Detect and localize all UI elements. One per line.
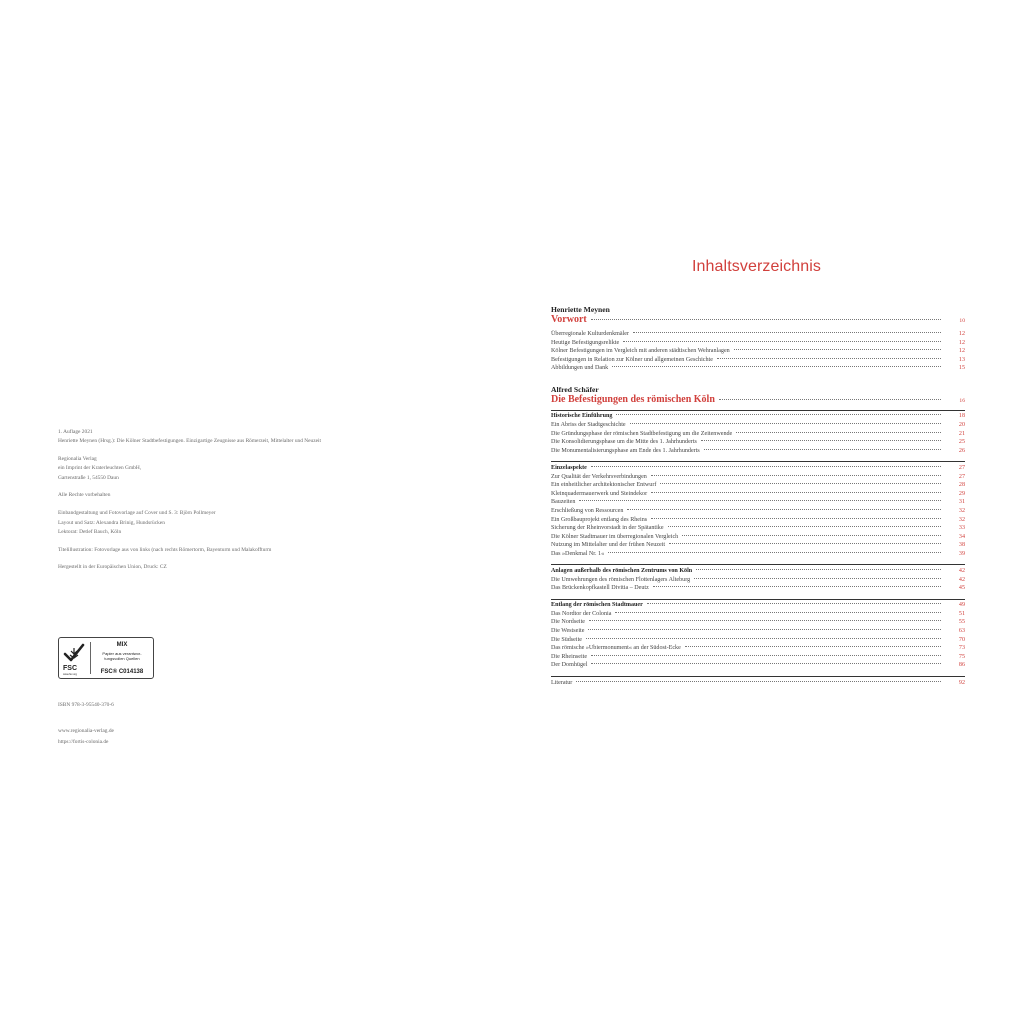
leader-dots	[701, 440, 941, 441]
imprint-line: Einbandgestaltung und Fotovorlage auf Cover und S. 3: Björn Pollmeyer	[58, 510, 216, 517]
toc-page-number: 12	[958, 331, 965, 337]
toc-page-number: 42	[958, 567, 965, 574]
toc-entry[interactable]	[551, 421, 965, 430]
imprint-line: Regionalia Verlag	[58, 456, 97, 463]
toc-entry-title: Kölner Befestigungen im Vergleich mit anderen städtischen Wehranlagen	[551, 348, 730, 355]
toc-page-number: 39	[958, 550, 965, 557]
toc-entry[interactable]	[551, 330, 965, 339]
toc-entry[interactable]	[551, 550, 965, 559]
toc-entry-title: Abbildungen und Dank	[551, 365, 609, 372]
chapter-entry[interactable]	[551, 394, 965, 405]
toc-entry[interactable]	[551, 481, 965, 490]
leader-dots	[668, 526, 941, 527]
leader-dots	[704, 449, 941, 450]
toc-entry-title: Historische Einführung	[551, 413, 613, 420]
imprint-gap	[58, 537, 398, 546]
imprint	[58, 428, 398, 573]
leader-dots	[651, 492, 941, 493]
toc-entry-title: Die Monumentalisierungsphase am Ende des 1. Jahrhunderts	[551, 447, 700, 454]
toc-title: Inhaltsverzeichnis	[692, 258, 821, 275]
leader-dots	[651, 518, 941, 519]
toc-entry[interactable]	[551, 347, 965, 356]
leader-dots	[591, 319, 941, 320]
toc-entry-title: Die Kölner Stadtmauer im überregionalen Vergleich	[551, 533, 679, 540]
toc-entry-title: Die Rheinseite	[551, 653, 588, 660]
leader-dots	[669, 543, 941, 544]
group-rule	[551, 461, 965, 462]
toc-entry-title: Das römische »Ubiermonument« an der Südost-Ecke	[551, 645, 681, 652]
group-rule	[551, 564, 965, 565]
leader-dots	[647, 603, 941, 604]
toc-page-number: 25	[958, 439, 965, 446]
print-origin: Hergestellt in der Europäischen Union, Druck: CZ	[58, 564, 167, 571]
rights-notice: Alle Rechte vorbehalten	[58, 492, 111, 499]
toc-entry-title: Literatur	[551, 679, 573, 686]
toc-entry-title: Zur Qualität der Verkehrsverbindungen	[551, 473, 647, 480]
leader-dots	[591, 663, 941, 664]
toc-entry[interactable]	[551, 576, 965, 585]
group-heading[interactable]	[551, 567, 965, 576]
toc-entry-title: Die Gründungsphase der römischen Stadtbefestigung um die Zeitenwende	[551, 430, 733, 437]
fsc-label	[58, 637, 154, 679]
publisher-url[interactable]: www.regionalia-verlag.de	[58, 728, 114, 734]
leader-dots	[736, 432, 941, 433]
leader-dots	[591, 466, 941, 467]
toc-entry[interactable]	[551, 516, 965, 525]
leader-dots	[651, 475, 941, 476]
toc-page-number: 16	[959, 397, 965, 404]
toc-entry-title: Anlagen außerhalb des römischen Zentrums von Köln	[551, 567, 693, 574]
leader-dots	[633, 332, 941, 333]
leader-dots	[586, 638, 941, 639]
group-heading[interactable]	[551, 601, 965, 610]
toc-entry[interactable]	[551, 541, 965, 550]
toc-entry-title: Die Umwehrungen des römischen Flottenlagers Alteburg	[551, 576, 691, 583]
leader-dots	[589, 620, 941, 621]
toc-page-number: 73	[958, 645, 965, 652]
toc-page-number: 10	[959, 318, 965, 324]
toc-entry-title: Erschließung von Ressourcen	[551, 507, 624, 514]
toc-entry-title: Die Westseite	[551, 628, 585, 635]
cover-credit: Titelillustration: Fotovorlage aus von links (nach rechts Römertorm, Bayenturm und Malakoffturm	[58, 546, 272, 553]
toc-entry-title: Kleinquadermauerwerk und Steindekor	[551, 490, 648, 497]
fsc-code: FSC® C014138	[100, 669, 144, 675]
toc-entry[interactable]	[551, 618, 965, 627]
leader-dots	[696, 569, 941, 570]
toc-entry-title: Überregionale Kulturdenkmäler	[551, 331, 630, 337]
leader-dots	[630, 423, 941, 424]
toc-entry-title: Das Brückenkopfkastell Divitia – Deutz	[551, 585, 649, 592]
leader-dots	[608, 552, 941, 553]
toc-entry[interactable]	[551, 524, 965, 533]
fsc-description: Papier aus verantwor- tungsvollen Quellen	[102, 651, 142, 661]
leader-dots	[591, 655, 941, 656]
toc-page-number: 32	[958, 516, 965, 523]
toc-entry-title: Das »Denkmal Nr. 1«	[551, 550, 605, 557]
imprint-gap	[58, 483, 398, 492]
table-of-contents	[551, 305, 965, 687]
chapter-entry[interactable]	[551, 314, 965, 325]
toc-entry-literature[interactable]	[551, 679, 965, 688]
section-author: Alfred Schäfer	[551, 384, 599, 394]
toc-page-number: 86	[958, 662, 965, 669]
toc-page-number: 12	[958, 339, 965, 346]
toc-entry[interactable]	[551, 507, 965, 516]
group-rule	[551, 599, 965, 600]
leader-dots	[623, 341, 941, 342]
imprint-line: Lektorat: Detlef Bauch, Köln	[58, 528, 122, 535]
toc-entry[interactable]	[551, 339, 965, 348]
leader-dots	[615, 612, 941, 613]
leader-dots	[694, 578, 941, 579]
toc-entry[interactable]	[551, 430, 965, 439]
toc-page-number: 21	[958, 430, 965, 437]
leader-dots	[734, 349, 941, 350]
group-rule	[551, 676, 965, 677]
toc-page-number: 45	[958, 585, 965, 592]
toc-entry-title: Sicherung der Rheinvorstadt in der Spätantike	[551, 525, 664, 532]
imprint-line: ein Imprint der Kraterleuchten GmbH,	[58, 465, 142, 472]
group-heading[interactable]	[551, 412, 965, 421]
section-gap	[551, 373, 965, 385]
toc-page-number: 26	[958, 447, 965, 454]
isbn: ISBN 978-3-95540-370-6	[58, 702, 114, 708]
toc-entry-title: Ein Abriss der Stadtgeschichte	[551, 422, 626, 429]
toc-entry-title: Der Domhügel	[551, 662, 588, 669]
toc-page-number: 49	[958, 602, 965, 609]
toc-page-number: 27	[958, 473, 965, 480]
leader-dots	[660, 483, 941, 484]
toc-entry-title: Einzelaspekte	[551, 464, 587, 471]
toc-page-number: 92	[958, 679, 965, 686]
imprint-gap	[58, 501, 398, 510]
toc-entry-title: Heutige Befestigungsrelikte	[551, 339, 620, 346]
toc-entry-title: Die Befestigungen des römischen Köln	[551, 393, 715, 405]
toc-entry-title: Die Südseite	[551, 636, 582, 643]
leader-dots	[616, 414, 941, 415]
toc-entry-title: Ein Großbauprojekt entlang des Rheins	[551, 516, 648, 523]
group-heading[interactable]	[551, 464, 965, 473]
fsc-mix: MIX	[116, 642, 128, 648]
toc-entry[interactable]	[551, 610, 965, 619]
section-author: Henriette Meynen	[551, 305, 610, 314]
leader-dots	[588, 629, 941, 630]
leader-dots	[717, 358, 941, 359]
toc-page-number: 27	[958, 464, 965, 471]
toc-page-number: 32	[958, 507, 965, 514]
toc-entry[interactable]	[551, 364, 965, 373]
toc-page-number: 15	[958, 365, 965, 372]
toc-page-number: 20	[958, 422, 965, 429]
toc-entry[interactable]	[551, 584, 965, 593]
toc-page-number: 42	[958, 576, 965, 583]
imprint-line: Gartenstraße 1, 54550 Daun	[58, 474, 119, 481]
toc-entry-title: Die Nordseite	[551, 619, 586, 626]
leader-dots	[682, 535, 941, 536]
leader-dots	[612, 366, 941, 367]
toc-entry[interactable]	[551, 447, 965, 456]
toc-page-number: 13	[958, 356, 965, 363]
imprint-line: Layout und Satz: Alexandra Brinig, Hundsrücken	[58, 519, 165, 526]
toc-page-number: 12	[958, 348, 965, 355]
toc-entry-title: Vorwort	[551, 314, 587, 325]
toc-entry-title: Das Nordtor der Colonia	[551, 610, 612, 617]
leader-dots	[719, 399, 941, 400]
toc-entry-title: Entlang der römischen Stadtmauer	[551, 602, 643, 609]
toc-entry-title: Die Konsolidierungsphase um die Mitte des 1. Jahrhunderts	[551, 439, 697, 446]
toc-entry[interactable]	[551, 533, 965, 542]
toc-entry[interactable]	[551, 627, 965, 636]
toc-page-number: 18	[958, 413, 965, 420]
toc-entry-title: Ein einheitlicher architektonischer Entwurf	[551, 482, 657, 489]
toc-entry[interactable]	[551, 636, 965, 645]
imprint-line: Henriette Meynen (Hrsg.): Die Kölner Stadtbefestigungen. Einzigartige Zeugnisse aus Römerzeit, Mittelalter und Neuzeit	[58, 438, 322, 445]
imprint-gap	[58, 447, 398, 456]
leader-dots	[579, 500, 941, 501]
toc-entry[interactable]	[551, 644, 965, 653]
fsc-brand: FSC	[63, 665, 77, 672]
fsc-site: www.fsc.org	[63, 673, 77, 676]
toc-page-number: 34	[958, 533, 965, 540]
toc-entry[interactable]	[551, 661, 965, 670]
fsc-divider	[90, 642, 91, 674]
toc-page-number: 29	[958, 490, 965, 497]
toc-entry[interactable]	[551, 498, 965, 507]
toc-entry-title: Befestigungen in Relation zur Kölner und allgemeinen Geschichte	[551, 356, 713, 363]
toc-page-number: 38	[958, 542, 965, 549]
leader-dots	[685, 646, 941, 647]
toc-page-number: 63	[958, 628, 965, 635]
toc-page-number: 75	[958, 653, 965, 660]
toc-entry[interactable]	[551, 653, 965, 662]
toc-page-number: 28	[958, 482, 965, 489]
leader-dots	[627, 509, 941, 510]
fsc-tree-check-icon	[63, 642, 85, 664]
toc-entry[interactable]	[551, 356, 965, 365]
toc-page-number: 55	[958, 619, 965, 626]
toc-page-number: 70	[958, 636, 965, 643]
toc-entry-title: Bauzeiten	[551, 499, 576, 506]
imprint-line: 1. Auflage 2021	[58, 429, 93, 435]
imprint-gap	[58, 555, 398, 564]
toc-entry-title: Nutzung im Mittelalter und der frühen Neuzeit	[551, 542, 666, 549]
toc-page-number: 33	[958, 525, 965, 532]
toc-page-number: 51	[958, 610, 965, 617]
toc-entry[interactable]	[551, 473, 965, 482]
project-url[interactable]: https://fortis-colonia.de	[58, 739, 109, 745]
leader-dots	[576, 681, 941, 682]
imprint-links	[58, 726, 114, 748]
leader-dots	[653, 586, 941, 587]
toc-entry[interactable]	[551, 438, 965, 447]
toc-entry[interactable]	[551, 490, 965, 499]
toc-page-number: 31	[958, 499, 965, 506]
group-rule	[551, 410, 965, 411]
